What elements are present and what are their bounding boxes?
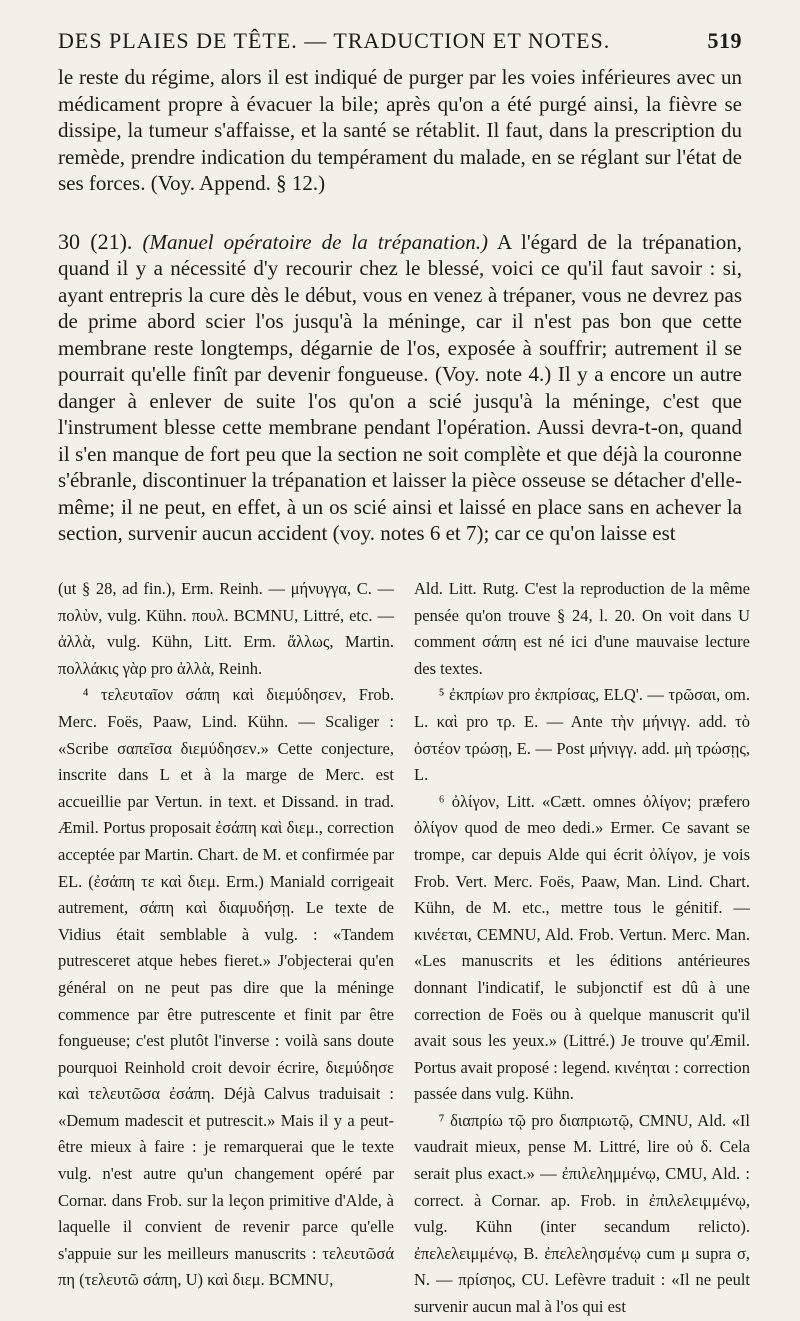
page-header — [58, 22, 742, 60]
footnotes-right-column — [414, 576, 750, 1321]
footnote-4-continuation: Ald. Litt. Rutg. C'est la reproduction de la même pensée qu'on trouve § 24, l. 20. On voit dans U comment σάπη est né ici d'une mauvaise lecture des textes. — [414, 579, 750, 678]
footnote-7: ⁷ διαπρίω τῷ pro διαπριωτῷ, CMNU, Ald. «Il vaudrait mieux, pense M. Littré, lire οὐ δ. Cela serait plus exact.» — ἐπιλελημμένῳ, CMU, Ald. : correct. à Cornar. ap. Frob. in ἐπιλελειμμένῳ, vulg. Kühn (inter secandum relicto). ἐπελελειμμένῳ, B. ἐπελελησμένῳ cum μ supra σ, N. — πρίσηος, CU. Lefèvre traduit : «Il ne peult survenir aucun mal à l'os qui est — [414, 1110, 750, 1317]
footnote-5: ⁵ ἐκπρίων pro ἐκπρίσας, ELQ'. — τρῶσαι, om. L. καὶ pro τρ. E. — Ante τὴν μήνιγγ. add. τὸ ὀστέον τρώσῃ, E. — Post μήνιγγ. add. μὴ τρώσῃς, L. — [414, 685, 750, 785]
section-title: (Manuel opératoire de la trépanation.) — [142, 229, 489, 254]
paragraph-2-body: A l'égard de la trépanation, quand il y a nécessité d'y recourir chez le blessé, voici ce qu'il faut savoir : si, ayant entrepris la cure dès le début, vous en venez à trépaner, vous ne devrez pas de prime abord scier l'os jusqu'à la méninge, car il n'est pas bon que cette membrane reste longtemps, dégarnie de l'os, exposée à souffrir; autrement il se pourrait qu'elle finît par devenir fongueuse. (Voy. note 4.) Il y a encore un autre danger à enlever de suite l'os qu'on a scié jusqu'à la méninge, c'est que l'instrument blesse cette membrane pendant l'opération. Aussi devra-t-on, quand il s'en manque de fort peu que la section ne soit complète et que déjà la couronne s'ébranle, discontinuer la trépanation et laisser la pièce osseuse se détacher d'elle-même; il ne peut, en effet, à un os scié ainsi et laissé en place sans en achever la section, survenir aucun accident (voy. notes 6 et 7); car ce qu'on laisse est — [58, 229, 743, 545]
footnotes — [58, 576, 758, 1321]
footnote-continuation: (ut § 28, ad fin.), Erm. Reinh. — μήνυγγα, C. — πολὺν, vulg. Kühn. πουλ. BCMNU, Littré, etc. — ἀλλὰ, vulg. Kühn, Litt. Erm. ἄλλως, Martin. πολλάκις γὰρ pro ἀλλὰ, Reinh. — [58, 579, 394, 678]
section-number: 30 (21). — [58, 228, 133, 254]
paragraph-1: le reste du régime, alors il est indiqué de purger par les voies inférieures avec un médicament propre à évacuer la bile; après qu'on a été purgé ainsi, la fièvre se dissipe, la tumeur s'affaisse, et la santé se rétablit. Il faut, dans la prescription du remède, prendre indication du tempérament du malade, en se réglant sur l'état de ses forces. (Voy. Append. § 12.) — [58, 65, 742, 195]
paragraph-2 — [58, 229, 742, 547]
footnote-4: ⁴ τελευταῖον σάπη καὶ διεμύδησεν, Frob. Merc. Foës, Paaw, Lind. Kühn. — Scaliger : «Scribe σαπεῖσα διεμύδησεν.» Cette conjecture, inscrite dans L et à la marge de Merc. est accueillie par Vertun. in text. et Dissand. in trad. Æmil. Portus proposait ἐσάπη καὶ διεμ., correction acceptée par Martin. Chart. de M. et confirmée par EL. (ἐσάπη τε καὶ διεμ. Erm.) Maniald corrigeait autrement, σάπη καὶ διαμυδήσῃ. Le texte de Vidius était semblable à vulg. : «Tandem putresceret atque hebes fieret.» J'objecterai qu'en général on ne peut pas dire que la méninge commence par être putrescente et finit par être fongueuse; c'est plutôt l'inverse : voilà sans doute pourquoi Reinhold croit devoir écrire, διεμύδησε καὶ τελευτῶσα ἐσάπη. Déjà Calvus traduisait : «Demum madescit et putrescit.» Mais il y a peut-être mieux à faire : je remarquerai que le texte vulg. n'est autre qu'un changement opéré par Cornar. dans Frob. sur la leçon primitive d'Alde, à laquelle il convient de revenir parce qu'elle s'appuie sur les meilleurs manuscrits : τελευτῶσά πη (τελευτῶ σάπη, U) καὶ διεμ. BCMNU, — [58, 685, 394, 1290]
running-title: DES PLAIES DE TÊTE. — TRADUCTION ET NOTES. — [58, 28, 611, 53]
footnote-6: ⁶ ὀλίγον, Litt. «Cætt. omnes ὀλίγον; præfero ὀλίγον quod de meo dedi.» Ermer. Ce savant se trompe, car depuis Alde qui écrit ὀλίγον, je vois Frob. Vert. Merc. Foës, Paaw, Man. Lind. Chart. Kühn, de M. etc., mettre tous le génitif. — κινέεται, CEMNU, Ald. Frob. Vertun. Merc. Man. «Les manuscrits et les éditions antérieures donnant l'indicatif, le subjonctif est dû à une correction de Foës ou à quelque manuscrit qu'il avait sous les yeux.» (Littré.) Je trouve qu'Æmil. Portus avait proposé : legend. κινέηται : correction passée dans vulg. Kühn. — [414, 791, 750, 1104]
page-number: 519 — [707, 28, 742, 53]
main-text — [58, 64, 742, 547]
footnotes-left-column — [58, 576, 394, 1321]
